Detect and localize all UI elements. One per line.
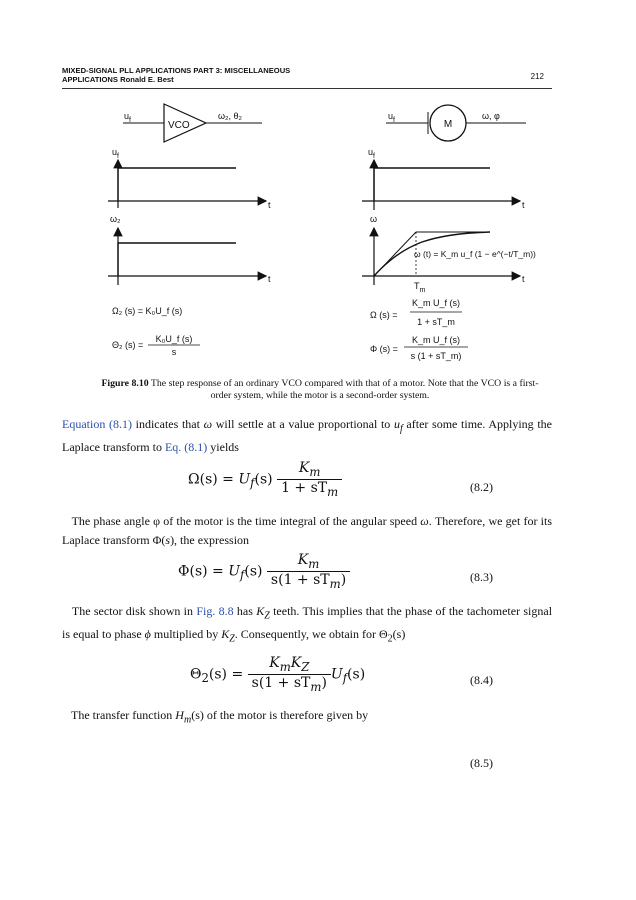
motor-plot2-xlabel: t bbox=[522, 274, 525, 284]
motor-phi-equation-lhs: Φ (s) = bbox=[370, 344, 398, 354]
motor-block-diagram bbox=[386, 105, 526, 141]
paragraph-3: The sector disk shown in Fig. 8.8 has $K_Z$ teeth. This implies that the phase of the tachometer signal is equal to phase ϕ multiplied by $K_Z$. Consequently, we obtain for $\Theta_2(s)$ bbox=[62, 604, 553, 645]
vco-theta-equation-lhs: Θ₂ (s) = bbox=[112, 340, 144, 350]
motor-block-label: M bbox=[443, 119, 453, 130]
header-line-2: APPLICATIONS Ronald E. Best bbox=[62, 75, 174, 84]
motor-omega-denominator: 1 + sT_m bbox=[417, 317, 455, 327]
motor-output-step-plot bbox=[362, 214, 536, 294]
vco-omega-equation: Ω₂ (s) = K₀U_f (s) bbox=[112, 306, 183, 316]
equation-number-8-4: (8.4) bbox=[470, 673, 493, 687]
motor-output-label: ω, φ bbox=[482, 111, 500, 121]
motor-plot1-xlabel: t bbox=[522, 200, 525, 210]
equation-number-8-5: (8.5) bbox=[470, 756, 493, 770]
motor-input-label: $u_f$ bbox=[388, 111, 395, 124]
equation-8-4: $\Theta_2(s)$ = $\frac{K_mK_Z}{s(1 + sT_m)}$ $U_f(s)$ bbox=[190, 655, 366, 694]
vco-plot1-xlabel: t bbox=[268, 200, 271, 210]
header-line-1: MIXED-SIGNAL PLL APPLICATIONS PART 3: MISCELLANEOUS bbox=[62, 66, 291, 75]
paragraph-2: The phase angle φ of the motor is the time integral of the angular speed ω. Therefore, we get for its Laplace transform Φ(s), the expression bbox=[62, 514, 553, 547]
motor-omega-numerator: K_m U_f (s) bbox=[411, 298, 461, 308]
page-number: 212 bbox=[530, 72, 544, 81]
vco-block-diagram bbox=[123, 104, 262, 142]
link-eq-8-1[interactable]: Eq. (8.1) bbox=[164, 440, 208, 455]
paragraph-1: Equation (8.1) indicates that ω will settle at a value proportional to $u_f$ after some time. Applying the Laplace transform to Eq. (8.1) yields bbox=[62, 417, 552, 455]
equation-8-3: $\Phi(s) = U_f(s)$ $\frac{K_m}{s(1 + sT_m)}$ bbox=[178, 552, 350, 591]
vco-plot2-xlabel: t bbox=[268, 274, 271, 284]
vco-input-step-plot bbox=[108, 147, 271, 210]
link-equation-8-1[interactable]: Equation (8.1) bbox=[62, 417, 132, 431]
motor-plot2-ylabel: ω bbox=[370, 214, 378, 224]
motor-phi-denominator: s (1 + sT_m) bbox=[410, 351, 462, 361]
figure-caption bbox=[100, 378, 540, 402]
vco-input-label: $u_f$ bbox=[124, 111, 131, 124]
motor-phi-numerator: K_m U_f (s) bbox=[411, 335, 461, 345]
link-fig-8-8[interactable]: Fig. 8.8 bbox=[196, 604, 234, 618]
vco-theta-denominator: s bbox=[171, 347, 177, 357]
equation-8-2: $\Omega(s) = U_f(s)$ $\frac{K_m}{1 + sT_m}$ bbox=[188, 460, 342, 499]
equation-number-8-3: (8.3) bbox=[470, 570, 493, 584]
caption-text: The step response of an ordinary VCO compared with that of a motor. Note that the VCO is a first-order system, while the motor is a second-order system. bbox=[150, 378, 539, 401]
vco-plot2-ylabel: ω₂ bbox=[110, 214, 121, 224]
equation-number-8-2: (8.2) bbox=[470, 480, 493, 494]
motor-plot1-ylabel: $u_f$ bbox=[368, 147, 375, 160]
vco-block-label: VCO bbox=[168, 120, 190, 131]
vco-output-label: ω₂, θ₂ bbox=[218, 111, 243, 121]
paragraph-4: The transfer function $H_m(s)$ of the motor is therefore given by bbox=[71, 708, 369, 726]
vco-plot1-ylabel: $u_f$ bbox=[112, 147, 119, 160]
vco-output-step-plot bbox=[108, 214, 271, 285]
motor-tm-label: $T_m$ bbox=[414, 281, 426, 294]
caption-label: Figure 8.10 bbox=[101, 378, 149, 389]
vco-theta-numerator: K₀U_f (s) bbox=[155, 334, 193, 344]
motor-omega-equation-lhs: Ω (s) = bbox=[370, 310, 398, 320]
motor-input-step-plot bbox=[362, 147, 525, 210]
motor-curve-equation: ω (t) = K_m u_f (1 − e^(−t/T_m)) bbox=[414, 249, 536, 259]
